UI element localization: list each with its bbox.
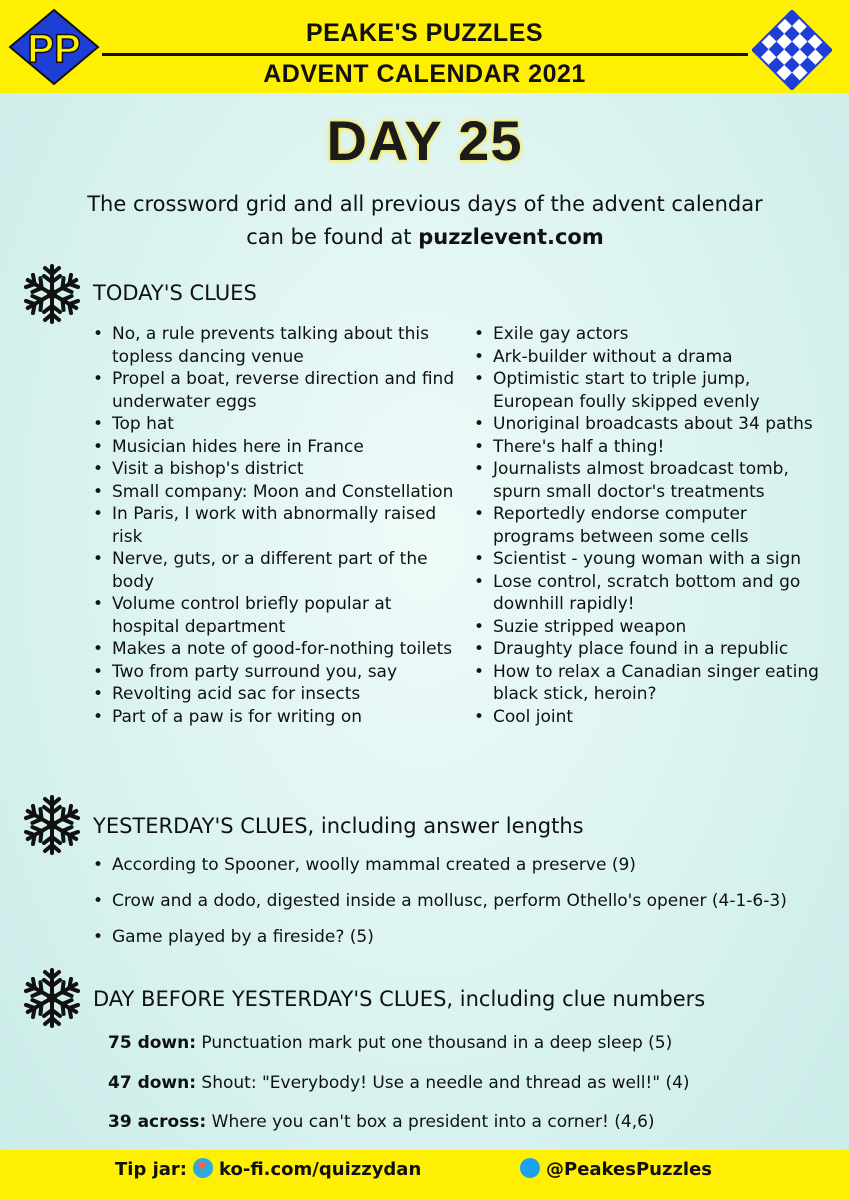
clue-item: • Optimistic start to triple jump, European foully skipped evenly: [473, 368, 833, 413]
snowflake-icon: [20, 262, 84, 326]
clue-item: • There's half a thing!: [473, 436, 833, 459]
intro-line-1: The crossword grid and all previous days of the advent calendar: [87, 192, 763, 216]
twitter-handle: [520, 1158, 712, 1180]
clue-item: • Lose control, scratch bottom and go downhill rapidly!: [473, 571, 833, 616]
day-before-yesterday-heading: DAY BEFORE YESTERDAY'S CLUES, including clue numbers: [93, 987, 706, 1011]
intro-prefix: can be found at: [246, 225, 419, 249]
clue-item: • Nerve, guts, or a different part of the body: [92, 548, 462, 593]
tip-jar: [115, 1158, 421, 1180]
intro-line-2: [40, 221, 810, 254]
clue-item: • Revolting acid sac for insects: [92, 683, 462, 706]
clue-item: • In Paris, I work with abnormally raised risk: [92, 503, 462, 548]
clue-item: • Top hat: [92, 413, 462, 436]
clue-item: • Part of a paw is for writing on: [92, 706, 462, 729]
kofi-cup-icon: [193, 1158, 213, 1178]
snowflake-icon: [20, 793, 84, 857]
clue-item: • Ark-builder without a drama: [473, 346, 833, 369]
twitter-bird-icon: [520, 1158, 540, 1178]
clue-item: • Journalists almost broadcast tomb, spurn small doctor's treatments: [473, 458, 833, 503]
clue-item: • Propel a boat, reverse direction and find underwater eggs: [92, 368, 462, 413]
puzzlevent-link[interactable]: puzzlevent.com: [418, 225, 604, 249]
clue-ref: 47 down:: [108, 1073, 197, 1093]
footer-banner: [0, 1150, 849, 1200]
clue-ref: 39 across:: [108, 1112, 207, 1132]
clue-item: • According to Spooner, woolly mammal created a preserve (9): [92, 854, 832, 890]
day-title: DAY 25: [326, 109, 523, 172]
yesterdays-clues-list: [92, 854, 832, 962]
todays-clues-left-list: [92, 323, 462, 728]
clue-item: • Game played by a fireside? (5): [92, 926, 832, 962]
intro-text: [40, 188, 810, 254]
day-before-clue: [108, 1072, 808, 1094]
snowflake-icon: [20, 966, 84, 1030]
header-banner: [0, 0, 849, 93]
clue-item: • Musician hides here in France: [92, 436, 462, 459]
clue-item: • Volume control briefly popular at hospital department: [92, 593, 462, 638]
clue-item: • Makes a note of good-for-nothing toilets: [92, 638, 462, 661]
clue-item: • Visit a bishop's district: [92, 458, 462, 481]
clue-text: Shout: "Everybody! Use a needle and thread as well!" (4): [196, 1073, 690, 1093]
clue-item: • Two from party surround you, say: [92, 661, 462, 684]
clue-text: Where you can't box a president into a corner! (4,6): [206, 1112, 655, 1132]
svg-text:PP: PP: [27, 27, 81, 71]
clue-item: • Scientist - young woman with a sign: [473, 548, 833, 571]
clue-item: • Suzie stripped weapon: [473, 616, 833, 639]
yesterdays-clues-heading: YESTERDAY'S CLUES, including answer lengths: [93, 814, 584, 838]
clue-item: • Cool joint: [473, 706, 833, 729]
tip-jar-label: Tip jar:: [115, 1159, 187, 1180]
day-before-clue: [108, 1032, 808, 1054]
clue-item: • No, a rule prevents talking about this topless dancing venue: [92, 323, 462, 368]
twitter-link[interactable]: @PeakesPuzzles: [546, 1159, 713, 1180]
clue-ref: 75 down:: [108, 1033, 197, 1053]
header-divider: [102, 53, 748, 56]
clue-item: • Small company: Moon and Constellation: [92, 481, 462, 504]
clue-item: • Unoriginal broadcasts about 34 paths: [473, 413, 833, 436]
kofi-link[interactable]: ko-fi.com/quizzydan: [219, 1159, 422, 1180]
todays-clues-right-list: [473, 323, 833, 728]
day-before-clue: [108, 1111, 808, 1133]
clue-text: Punctuation mark put one thousand in a deep sleep (5): [196, 1033, 673, 1053]
clue-item: • How to relax a Canadian singer eating black stick, heroin?: [473, 661, 833, 706]
header-title: PEAKE'S PUZZLES: [305, 19, 544, 47]
crossword-grid-icon: [752, 10, 832, 90]
clue-item: • Reportedly endorse computer programs between some cells: [473, 503, 833, 548]
clue-item: • Draughty place found in a republic: [473, 638, 833, 661]
clue-item: • Exile gay actors: [473, 323, 833, 346]
todays-clues-heading: TODAY'S CLUES: [93, 281, 257, 305]
clue-item: • Crow and a dodo, digested inside a mollusc, perform Othello's opener (4-1-6-3): [92, 890, 832, 926]
header-subtitle: ADVENT CALENDAR 2021: [263, 60, 586, 88]
